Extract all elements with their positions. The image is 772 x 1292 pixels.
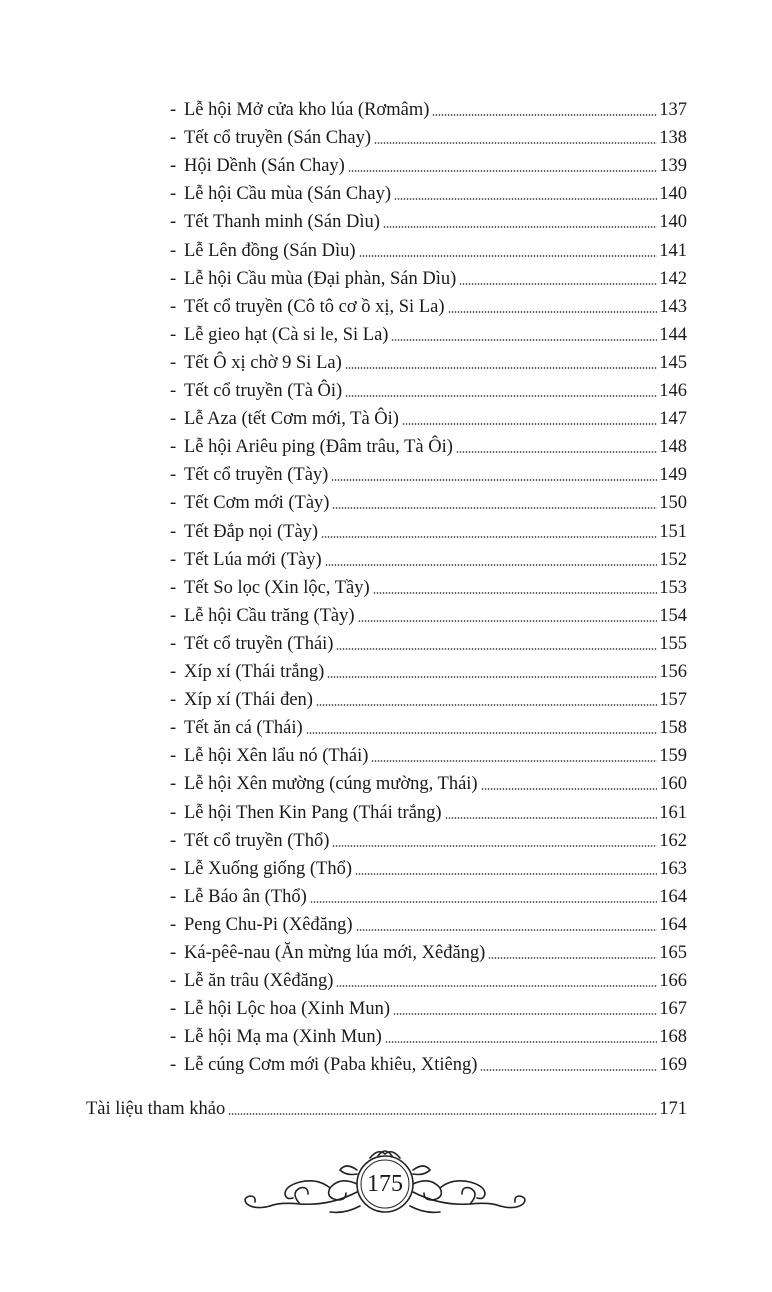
toc-entry-dash: -	[170, 381, 177, 401]
dot-leader	[228, 1113, 657, 1115]
toc-entry-page: 137	[659, 100, 687, 120]
dot-leader	[332, 845, 657, 847]
dot-leader	[325, 564, 658, 566]
dot-leader	[448, 311, 658, 313]
dot-leader	[488, 957, 657, 959]
dot-leader	[336, 985, 657, 987]
toc-entry-page: 163	[659, 858, 687, 879]
toc-entry-title: Tết Ô xị chờ 9 Si La)	[184, 352, 342, 373]
toc-entry-title: Tết cổ truyền (Cô tô cơ ồ xị, Si La)	[184, 296, 445, 317]
toc-entry[interactable]	[170, 148, 687, 176]
toc-entry-page: 152	[659, 549, 687, 570]
toc-entry-title: Lễ hội Cầu trăng (Tày)	[184, 605, 355, 626]
toc-entry[interactable]	[170, 92, 687, 120]
toc-entry-page: 153	[659, 577, 687, 598]
toc-entry-page: 140	[659, 212, 687, 233]
dot-leader	[345, 395, 657, 397]
dot-leader	[391, 339, 657, 341]
toc-entry-dash: -	[170, 971, 177, 992]
toc-entry[interactable]	[170, 570, 687, 598]
toc-entry[interactable]	[170, 738, 687, 766]
toc-entry-title: Lễ hội Lộc hoa (Xinh Mun)	[184, 999, 391, 1020]
toc-entry-title: Lễ hội Ariêu ping (Đâm trâu, Tà Ôi)	[184, 437, 453, 458]
toc-entry-title: Xíp xí (Thái trắng)	[184, 662, 325, 682]
dot-leader	[481, 788, 658, 790]
toc-entry-title: Lễ cúng Cơm mới (Paba khiêu, Xtiêng)	[184, 1055, 478, 1076]
dot-leader	[310, 901, 657, 903]
toc-entry-dash: -	[170, 268, 177, 289]
toc-entry-title: Lễ Lên đồng (Sán Dìu)	[184, 240, 356, 261]
toc-entry-title: Lễ Báo ân (Thổ)	[184, 886, 307, 907]
toc-entry-page: 151	[659, 521, 687, 542]
toc-entry-dash: -	[170, 296, 177, 317]
toc-entry-title: Tết cổ truyền (Sán Chay)	[184, 128, 371, 149]
toc-entry[interactable]	[170, 176, 687, 204]
dot-leader	[358, 620, 658, 622]
toc-entry-title: Lễ hội Xên mường (cúng mường, Thái)	[184, 774, 478, 795]
toc-entry-title: Lễ hội Mở cửa kho lúa (Rơmâm)	[184, 100, 430, 120]
toc-entry-dash: -	[170, 577, 177, 598]
toc-entry-page: 165	[659, 943, 687, 963]
toc-entry-dash: -	[170, 858, 177, 879]
toc-entry-page: 161	[659, 802, 687, 823]
toc-entry-dash: -	[170, 774, 177, 795]
toc-entry-references[interactable]	[86, 1091, 687, 1119]
toc-entry[interactable]	[170, 823, 687, 851]
toc-entry-page: 146	[659, 381, 687, 401]
dot-leader	[348, 170, 657, 172]
toc-entry-title: Lễ ăn trâu (Xêđăng)	[184, 971, 334, 992]
toc-entry-dash: -	[170, 324, 177, 345]
toc-entry-page: 139	[659, 156, 687, 177]
toc-entry[interactable]	[170, 682, 687, 710]
toc-entry-title: Tết cổ truyền (Thổ)	[184, 830, 330, 851]
toc-entry[interactable]	[170, 935, 687, 963]
toc-entry-title: Tết cổ truyền (Tày)	[184, 465, 329, 486]
toc-entry-dash: -	[170, 914, 177, 935]
toc-entry-dash: -	[170, 184, 177, 205]
toc-entry[interactable]	[170, 373, 687, 401]
toc-entry-dash: -	[170, 465, 177, 486]
toc-entry-title: Lễ Aza (tết Cơm mới, Tà Ôi)	[184, 409, 399, 430]
toc-entry-dash: -	[170, 212, 177, 233]
toc-entry[interactable]	[170, 907, 687, 935]
dot-leader	[316, 704, 657, 706]
toc-entry-title: Tết Thanh minh (Sán Dìu)	[184, 212, 380, 233]
toc-entry-title: Lễ hội Mạ ma (Xinh Mun)	[184, 1027, 382, 1048]
dot-leader	[321, 536, 657, 538]
toc-entry-page: 154	[659, 605, 687, 626]
toc-entry-title: Lễ hội Then Kin Pang (Thái trắng)	[184, 802, 442, 823]
toc-entry[interactable]	[170, 654, 687, 682]
toc-entry[interactable]	[170, 1019, 687, 1047]
toc-entry-dash: -	[170, 156, 177, 177]
toc-entry-dash: -	[170, 802, 177, 823]
toc-entry-page: 169	[659, 1055, 687, 1076]
dot-leader	[331, 479, 657, 481]
toc-entry-dash: -	[170, 830, 177, 851]
toc-entry[interactable]	[170, 289, 687, 317]
dot-leader	[327, 676, 657, 678]
dot-leader	[445, 817, 658, 819]
dot-leader	[373, 592, 658, 594]
toc-entry[interactable]	[170, 542, 687, 570]
toc-entry[interactable]	[170, 401, 687, 429]
toc-entry-page: 141	[659, 240, 687, 261]
dot-leader	[394, 198, 657, 200]
toc-entry-dash: -	[170, 240, 177, 261]
page-number: 175	[367, 1171, 403, 1197]
toc-entry-dash: -	[170, 943, 177, 963]
toc-entry-title: Peng Chu-Pi (Xêđăng)	[184, 914, 353, 935]
toc-entry-title: Lễ Xuống giống (Thổ)	[184, 858, 353, 879]
toc-entry[interactable]	[170, 598, 687, 626]
dot-leader	[385, 1041, 657, 1043]
dot-leader	[383, 226, 657, 228]
toc-entry-dash: -	[170, 409, 177, 430]
toc-entry-page: 158	[659, 718, 687, 739]
toc-entry-dash: -	[170, 690, 177, 711]
toc-entry-page: 166	[659, 971, 687, 992]
toc-entry[interactable]	[170, 345, 687, 373]
toc-entry[interactable]	[170, 485, 687, 513]
toc-entry-dash: -	[170, 662, 177, 682]
toc-entry-dash: -	[170, 493, 177, 514]
toc-entry-title: Lễ hội Cầu mùa (Đại phàn, Sán Dìu)	[184, 268, 457, 289]
toc-entry[interactable]	[170, 991, 687, 1019]
toc-entry-page: 164	[659, 914, 687, 935]
toc-entry-page: 140	[659, 184, 687, 205]
dot-leader	[432, 114, 657, 116]
toc-entry[interactable]	[170, 120, 687, 148]
toc-entry[interactable]	[170, 514, 687, 542]
toc-entry-page: 156	[659, 662, 687, 682]
toc-entry[interactable]	[170, 1047, 687, 1075]
toc-entry-page: 167	[659, 999, 687, 1020]
toc-entry-dash: -	[170, 886, 177, 907]
toc-entry-dash: -	[170, 1055, 177, 1076]
toc-entry-page: 145	[659, 352, 687, 373]
toc-entry[interactable]	[170, 963, 687, 991]
toc-entry-page: 148	[659, 437, 687, 458]
toc-entry-page: 155	[659, 633, 687, 654]
toc-entry-dash: -	[170, 999, 177, 1020]
toc-entry-page: 147	[659, 409, 687, 430]
toc-entry-dash: -	[170, 100, 177, 120]
toc-entry-title: Lễ hội Cầu mùa (Sán Chay)	[184, 184, 392, 205]
dot-leader	[459, 283, 657, 285]
toc-entry-title: Tài liệu tham khảo	[86, 1099, 226, 1119]
dot-leader	[374, 142, 657, 144]
dot-leader	[306, 732, 658, 734]
toc-entry-page: 162	[659, 830, 687, 851]
dot-leader	[371, 760, 657, 762]
toc-entry-title: Lễ gieo hạt (Cà si le, Si La)	[184, 324, 389, 345]
toc-entry-dash: -	[170, 437, 177, 458]
toc-entry-page: 144	[659, 324, 687, 345]
toc-entry[interactable]	[170, 317, 687, 345]
dot-leader	[480, 1069, 657, 1071]
dot-leader	[393, 1013, 657, 1015]
toc-entry-title: Tết cổ truyền (Thái)	[184, 633, 334, 654]
toc-entry-dash: -	[170, 605, 177, 626]
toc-entry-dash: -	[170, 549, 177, 570]
toc-entry-title: Lễ hội Xên lẩu nó (Thái)	[184, 746, 369, 767]
toc-entry-page: 150	[659, 493, 687, 514]
dot-leader	[359, 255, 658, 257]
toc-entry-title: Xíp xí (Thái đen)	[184, 690, 313, 711]
toc-entry-page: 138	[659, 128, 687, 149]
toc-entry-page: 149	[659, 465, 687, 486]
dot-leader	[336, 648, 657, 650]
toc-entry-dash: -	[170, 1027, 177, 1048]
toc-entry-title: Tết ăn cá (Thái)	[184, 718, 303, 739]
toc-entry-title: Tết So lọc (Xin lộc, Tầy)	[184, 577, 370, 598]
toc-entry[interactable]	[170, 233, 687, 261]
toc-entry[interactable]	[170, 766, 687, 794]
toc-entry-title: Hội Dềnh (Sán Chay)	[184, 156, 345, 177]
toc-entry-page: 168	[659, 1027, 687, 1048]
toc-entry[interactable]	[170, 204, 687, 232]
toc-entry-page: 171	[659, 1099, 687, 1119]
toc-entry-dash: -	[170, 352, 177, 373]
dot-leader	[332, 507, 657, 509]
toc-entry-title: Tết Đắp nọi (Tày)	[184, 521, 319, 542]
toc-entry[interactable]	[170, 457, 687, 485]
toc-entry-dash: -	[170, 128, 177, 149]
toc-entry-page: 157	[659, 690, 687, 711]
toc-entry-title: Tết Lúa mới (Tày)	[184, 549, 322, 570]
dot-leader	[355, 873, 657, 875]
dot-leader	[456, 451, 657, 453]
toc-entry-dash: -	[170, 633, 177, 654]
toc-entry-page: 159	[659, 746, 687, 767]
toc-entry-page: 160	[659, 774, 687, 795]
dot-leader	[402, 423, 657, 425]
toc-entry-page: 143	[659, 296, 687, 317]
toc-entry[interactable]	[170, 795, 687, 823]
toc-entry-page: 142	[659, 268, 687, 289]
toc-entry[interactable]	[170, 429, 687, 457]
toc-entry-title: Tết cổ truyền (Tà Ôi)	[184, 381, 343, 401]
toc-entry[interactable]	[170, 710, 687, 738]
toc-entry-title: Tết Cơm mới (Tày)	[184, 493, 330, 514]
toc-entry-dash: -	[170, 718, 177, 739]
toc-entry[interactable]	[170, 261, 687, 289]
toc-entry-page: 164	[659, 886, 687, 907]
toc-entry-title: Ká-pêê-nau (Ăn mừng lúa mới, Xêđăng)	[184, 943, 486, 963]
toc-entry[interactable]	[170, 851, 687, 879]
toc-entry-dash: -	[170, 521, 177, 542]
page-footer-ornament	[0, 1148, 772, 1228]
toc-entry[interactable]	[170, 626, 687, 654]
toc-entry[interactable]	[170, 879, 687, 907]
dot-leader	[345, 367, 658, 369]
dot-leader	[356, 929, 658, 931]
toc-entry-dash: -	[170, 746, 177, 767]
